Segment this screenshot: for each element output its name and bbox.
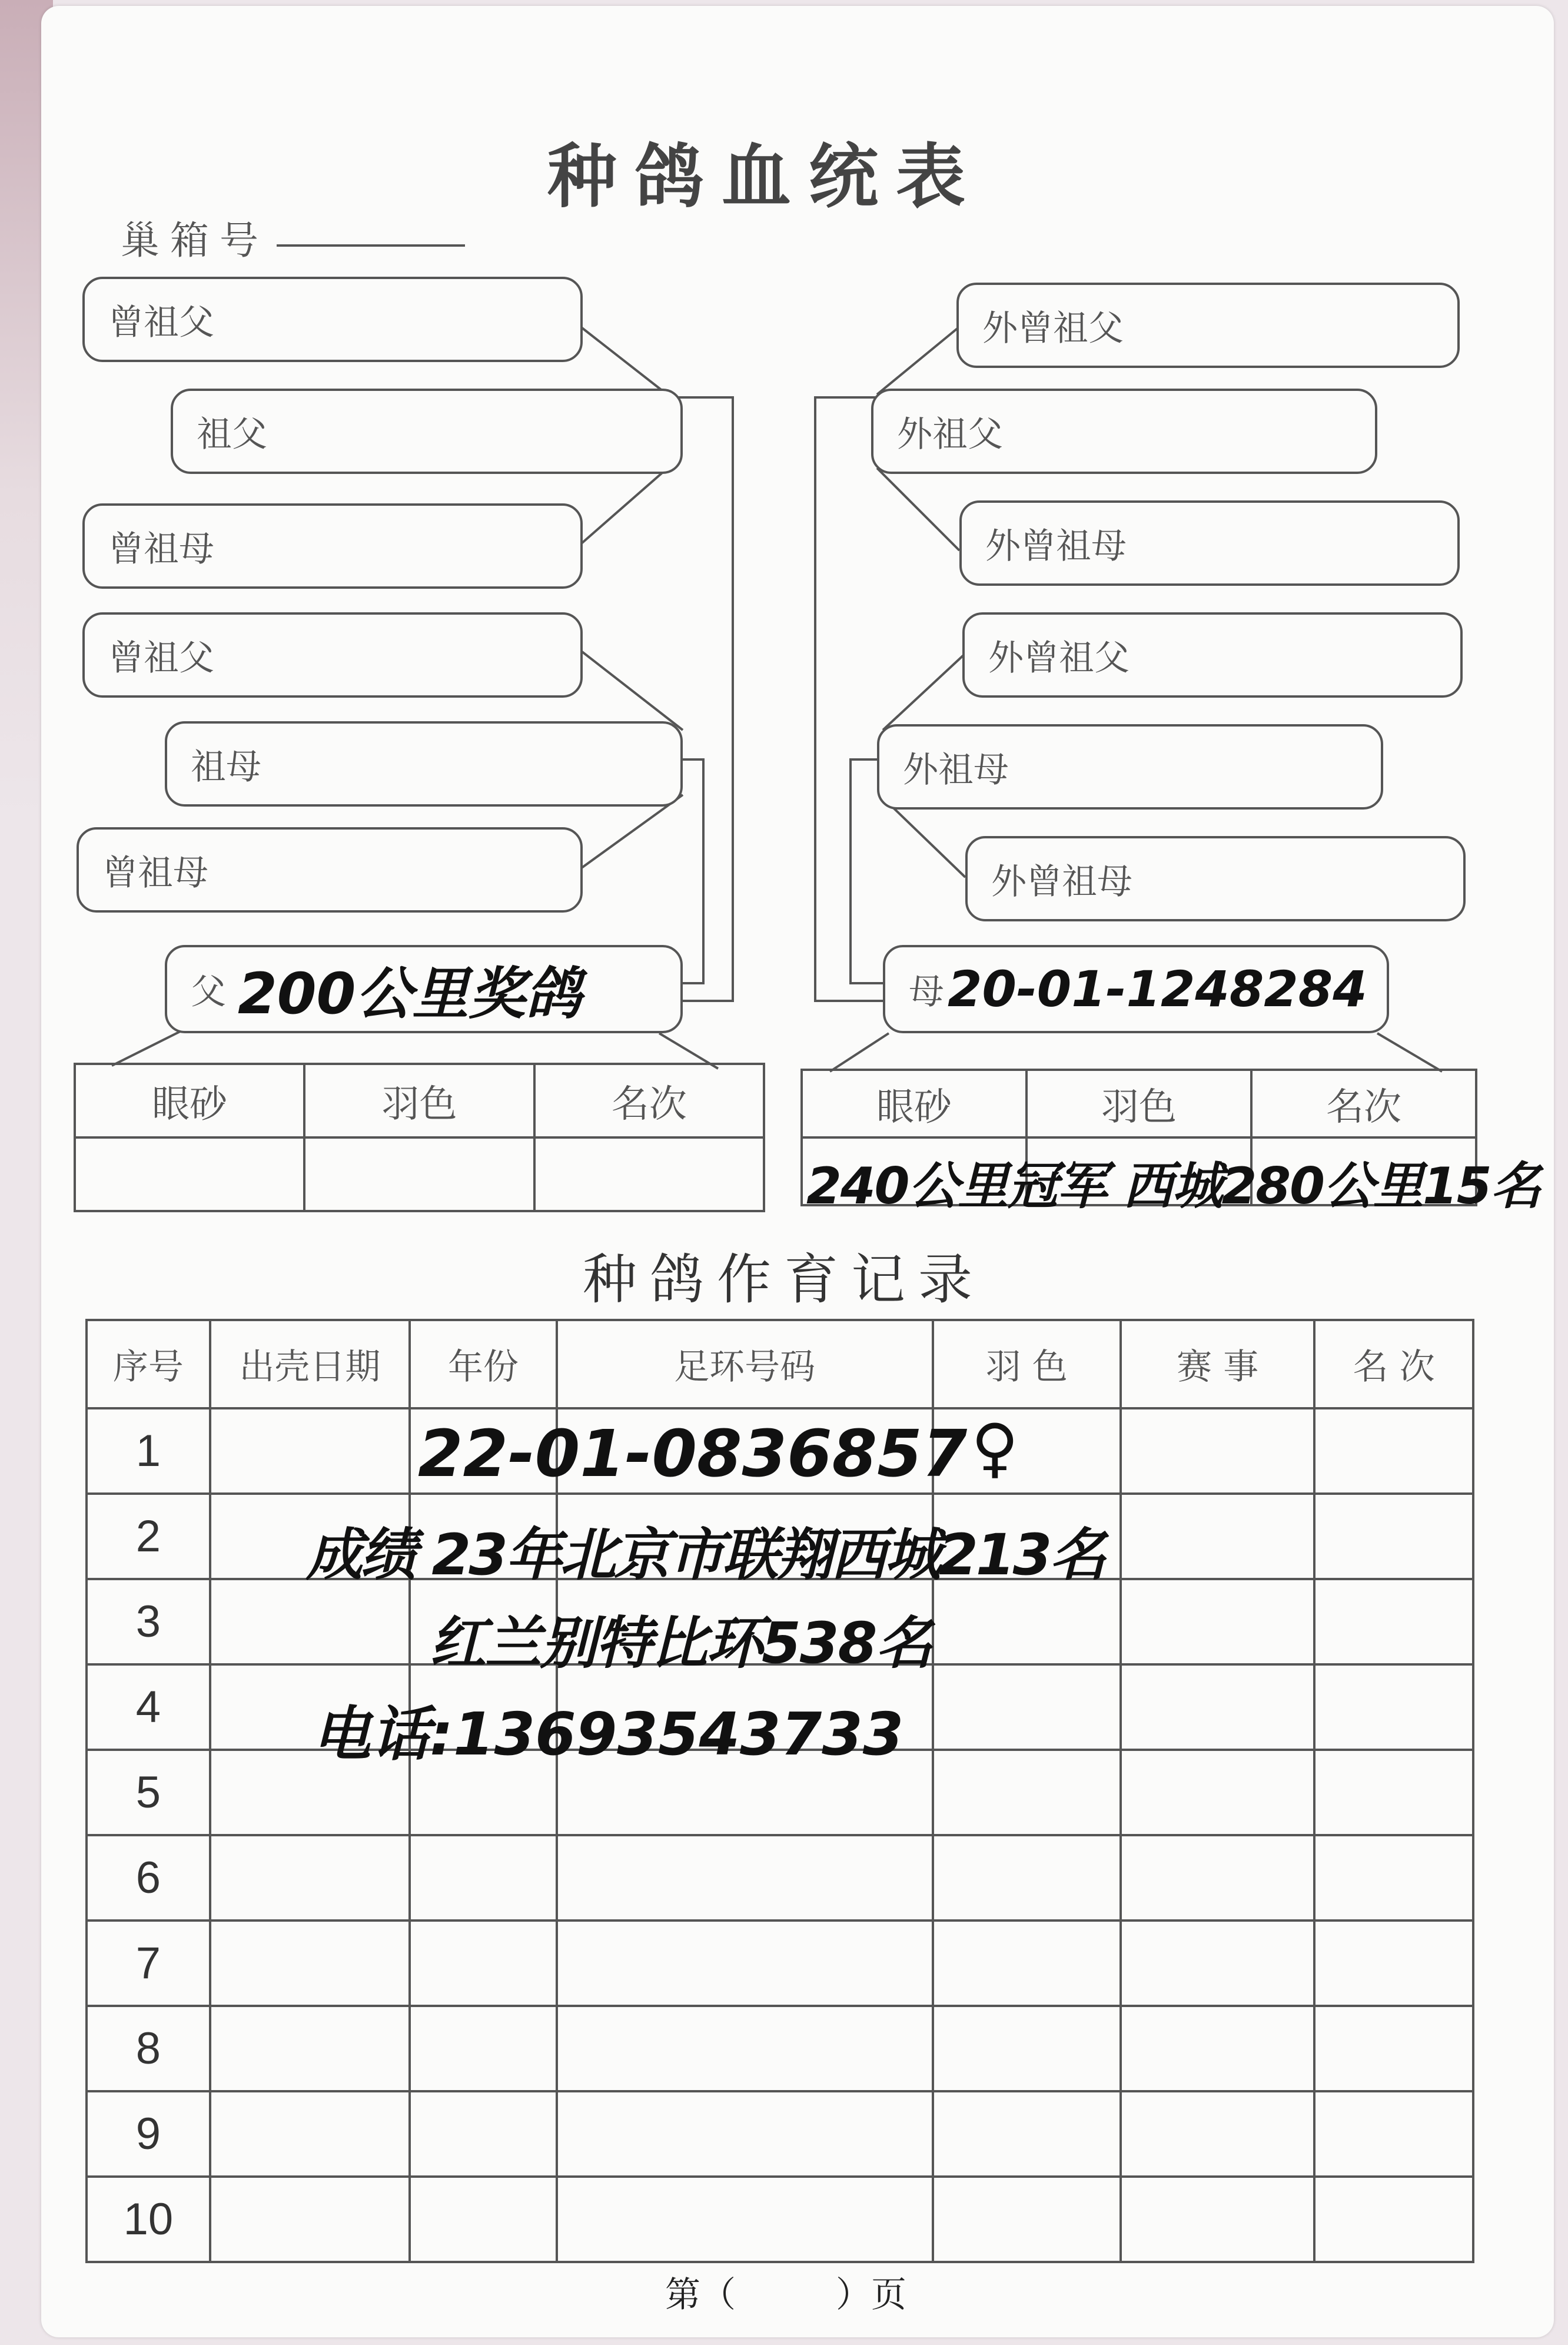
row-number: 5 xyxy=(87,1750,210,1835)
box-label: 外祖父 xyxy=(897,413,1003,455)
cell[interactable] xyxy=(1121,1408,1314,1494)
dam-box xyxy=(883,945,1389,1033)
nest-box-label: 巢箱号 xyxy=(121,218,269,263)
box-label: 祖母 xyxy=(191,746,261,788)
record-title: 种鸽作育记录 xyxy=(583,1248,986,1311)
cell[interactable] xyxy=(1121,2091,1314,2177)
sire-attributes-table xyxy=(74,1063,765,1212)
handwritten-results-2: 红兰别特比环538名 xyxy=(430,1610,932,1676)
row-number: 1 xyxy=(87,1408,210,1494)
cell[interactable] xyxy=(1314,1750,1473,1835)
table-row xyxy=(87,1921,1473,2006)
cell[interactable] xyxy=(933,1835,1121,1921)
sire-great-grandmother-1 xyxy=(82,503,583,589)
row-number: 6 xyxy=(87,1835,210,1921)
header-feather: 羽色 xyxy=(304,1064,534,1137)
page-suffix: ）页 xyxy=(836,2274,906,2316)
cell[interactable] xyxy=(210,1408,410,1494)
sire-grandmother xyxy=(165,721,683,807)
cell[interactable] xyxy=(557,2177,933,2262)
row-number: 2 xyxy=(87,1494,210,1579)
box-label: 外曾祖母 xyxy=(985,525,1127,567)
table-row xyxy=(87,2177,1473,2262)
sire-label: 父 xyxy=(191,971,226,1013)
cell[interactable] xyxy=(1121,1494,1314,1579)
box-label: 祖父 xyxy=(197,413,267,455)
cell[interactable] xyxy=(1314,1408,1473,1494)
header-rank: 名次 xyxy=(1251,1070,1476,1137)
dam-value: 20-01-1248284 xyxy=(948,960,1367,1018)
col-header-rank: 名 次 xyxy=(1314,1320,1473,1408)
handwritten-ring-number: 22-01-0836857 xyxy=(418,1416,968,1491)
dam-label: 母 xyxy=(909,971,944,1013)
cell[interactable] xyxy=(1314,1579,1473,1664)
cell[interactable] xyxy=(933,2177,1121,2262)
box-label: 外曾祖父 xyxy=(982,307,1124,349)
cell[interactable] xyxy=(933,1579,1121,1664)
header-feather: 羽色 xyxy=(1026,1070,1251,1137)
dam-achievement-note: 240公里冠军 西城280公里15名 xyxy=(806,1157,1540,1216)
header-eye: 眼砂 xyxy=(75,1064,304,1137)
dam-great-grandfather-1 xyxy=(956,283,1460,368)
dam-great-grandmother-2 xyxy=(965,836,1466,921)
cell[interactable] xyxy=(1121,2177,1314,2262)
cell[interactable] xyxy=(1314,2006,1473,2091)
cell[interactable] xyxy=(410,1921,557,2006)
box-label: 曾祖母 xyxy=(108,528,214,570)
cell[interactable] xyxy=(210,2091,410,2177)
cell[interactable] xyxy=(1314,2177,1473,2262)
cell[interactable] xyxy=(1314,1664,1473,1750)
cell[interactable] xyxy=(1314,2091,1473,2177)
handwritten-results: 成绩 23年北京市联翔西城213名 xyxy=(306,1522,1104,1588)
row-number: 10 xyxy=(87,2177,210,2262)
dam-grandmother xyxy=(877,724,1383,810)
cell[interactable] xyxy=(210,1835,410,1921)
cell[interactable] xyxy=(557,1835,933,1921)
sire-feather-cell[interactable] xyxy=(304,1137,534,1211)
cell[interactable] xyxy=(210,2006,410,2091)
row-number: 9 xyxy=(87,2091,210,2177)
cell[interactable] xyxy=(1121,1835,1314,1921)
page-prefix: 第（ xyxy=(665,2274,736,2316)
cell[interactable] xyxy=(557,1921,933,2006)
table-row xyxy=(87,2091,1473,2177)
header-rank: 名次 xyxy=(534,1064,764,1137)
cell[interactable] xyxy=(1121,1664,1314,1750)
cell[interactable] xyxy=(210,1579,410,1664)
cell[interactable] xyxy=(933,2006,1121,2091)
box-label: 曾祖父 xyxy=(108,301,214,343)
cell[interactable] xyxy=(1121,1579,1314,1664)
box-label: 外祖母 xyxy=(903,749,1009,791)
cell[interactable] xyxy=(1314,1835,1473,1921)
box-label: 曾祖父 xyxy=(108,637,214,679)
box-label: 外曾祖父 xyxy=(988,637,1130,679)
sire-value: 200公里奖鸽 xyxy=(238,960,582,1027)
cell[interactable] xyxy=(933,1750,1121,1835)
cell[interactable] xyxy=(1314,1921,1473,2006)
col-header-feather: 羽 色 xyxy=(933,1320,1121,1408)
sire-eye-cell[interactable] xyxy=(75,1137,304,1211)
box-label: 曾祖母 xyxy=(102,852,208,894)
handwritten-phone: 电话:13693543733 xyxy=(312,1700,904,1769)
row-number: 7 xyxy=(87,1921,210,2006)
cell[interactable] xyxy=(557,2006,933,2091)
sire-grandfather xyxy=(171,389,683,474)
col-header-race: 赛 事 xyxy=(1121,1320,1314,1408)
box-label: 外曾祖母 xyxy=(991,861,1132,903)
col-header-ring: 足环号码 xyxy=(557,1320,933,1408)
dam-great-grandfather-2 xyxy=(962,612,1463,698)
header-eye: 眼砂 xyxy=(802,1070,1026,1137)
sire-rank-cell[interactable] xyxy=(534,1137,764,1211)
sire-great-grandfather-1 xyxy=(82,277,583,362)
cell[interactable] xyxy=(933,2091,1121,2177)
row-number: 8 xyxy=(87,2006,210,2091)
cell[interactable] xyxy=(933,1664,1121,1750)
row-number: 3 xyxy=(87,1579,210,1664)
table-row xyxy=(87,2006,1473,2091)
dam-great-grandmother-1 xyxy=(959,500,1460,586)
table-row xyxy=(87,1835,1473,1921)
col-header-year: 年份 xyxy=(410,1320,557,1408)
cell[interactable] xyxy=(1121,2006,1314,2091)
sire-box xyxy=(165,945,683,1033)
cell[interactable] xyxy=(410,2091,557,2177)
col-header-seq: 序号 xyxy=(87,1320,210,1408)
sire-great-grandfather-2 xyxy=(82,612,583,698)
col-header-hatch-date: 出壳日期 xyxy=(210,1320,410,1408)
dam-grandfather xyxy=(871,389,1377,474)
page-title: 种鸽血统表 xyxy=(547,135,984,217)
cell[interactable] xyxy=(1121,1750,1314,1835)
cell[interactable] xyxy=(410,2006,557,2091)
cell[interactable] xyxy=(210,2177,410,2262)
cell[interactable] xyxy=(1314,1494,1473,1579)
cell[interactable] xyxy=(557,2091,933,2177)
cell[interactable] xyxy=(410,2177,557,2262)
cell[interactable] xyxy=(933,1921,1121,2006)
cell[interactable] xyxy=(1121,1921,1314,2006)
cell[interactable] xyxy=(410,1835,557,1921)
sire-great-grandmother-2 xyxy=(77,827,583,913)
pedigree-sheet xyxy=(41,6,1554,2337)
handwritten-sex: ♀ xyxy=(971,1410,1019,1485)
cell[interactable] xyxy=(210,1921,410,2006)
row-number: 4 xyxy=(87,1664,210,1750)
page-number xyxy=(665,2267,906,2317)
